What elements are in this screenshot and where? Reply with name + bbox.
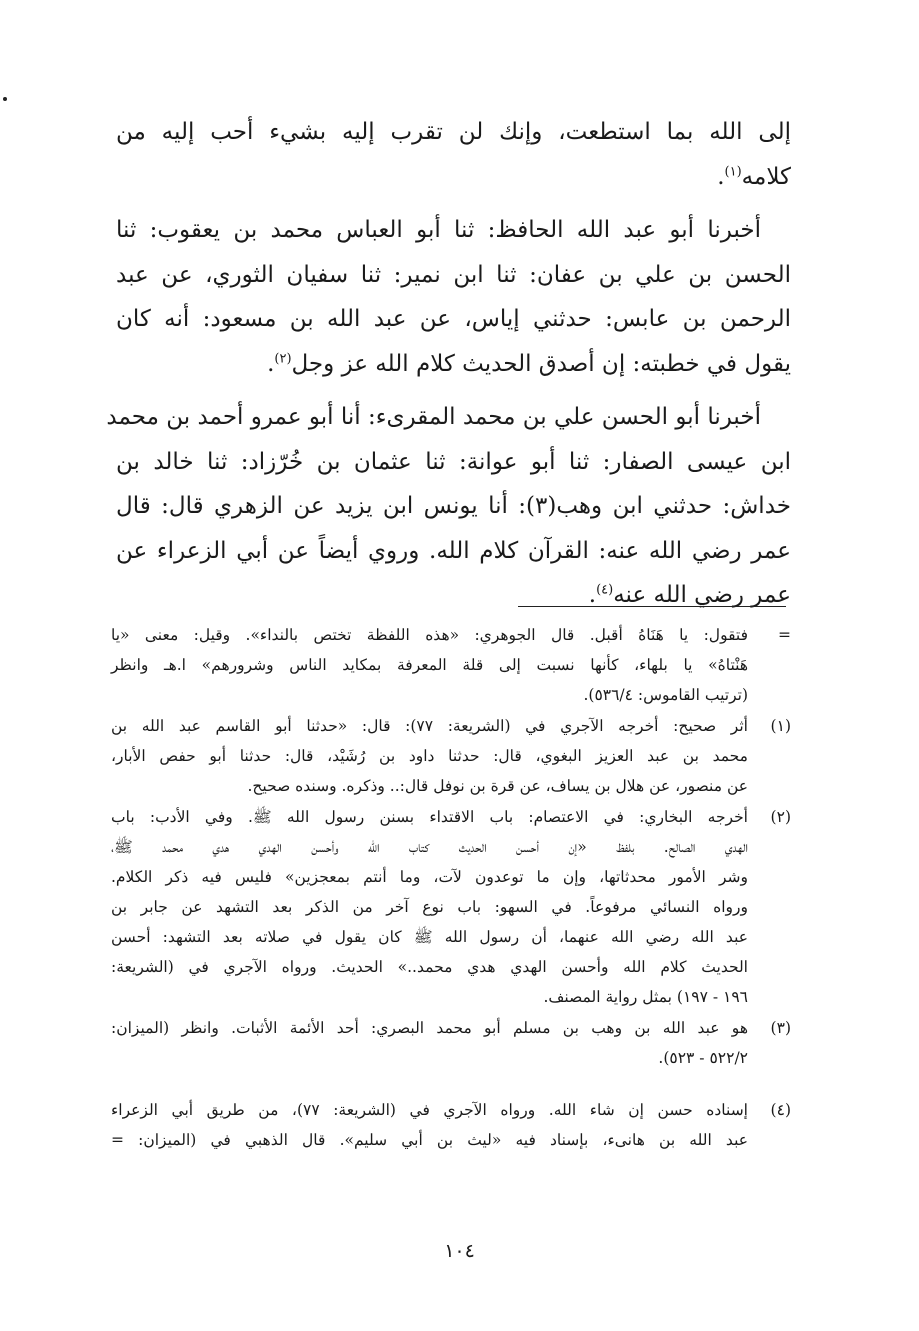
scan-dot bbox=[3, 97, 7, 101]
footnote-2 bbox=[111, 802, 791, 1012]
text-line: خداش: حدثني ابن وهب(٣): أنا يونس ابن يزيد عن الزهري قال: قال bbox=[116, 493, 791, 519]
footnote-number: (٣) bbox=[770, 1019, 791, 1037]
text-line: الحسن بن علي بن عفان: ثنا ابن نمير: ثنا سفيان الثوري، عن عبد bbox=[116, 261, 791, 288]
footnote-line: الهدي الصالح. بلفظ «إن أحسن الحديث كتاب الله وأحسن الهدي هدي محمد ﷺ، bbox=[111, 838, 748, 856]
text-fragment: . bbox=[267, 350, 275, 377]
text-line: إلى الله بما استطعت، وإنك لن تقرب إليه بشيء أحب إليه من bbox=[116, 119, 791, 145]
text-line: الرحمن بن عابس: حدثني إياس، عن عبد الله بن مسعود: أنه كان bbox=[116, 306, 791, 332]
footnote-separator bbox=[518, 606, 786, 607]
footnotes bbox=[111, 620, 791, 1155]
footnote-line: هَنْتاهُ» يا بلهاء، كأنها نسبت إلى قلة المعرفة بمكايد الناس وشرورهم» ا.هـ وانظر bbox=[111, 656, 748, 674]
footnote-line: هو عبد الله بن وهب بن مسلم أبو محمد البصري: أحد الأئمة الأثبات. وانظر (الميزان: bbox=[111, 1019, 748, 1037]
paragraph-1 bbox=[116, 110, 791, 199]
footnote-number: (١) bbox=[770, 717, 791, 735]
footnote-line: محمد بن عبد العزيز البغوي، قال: حدثنا داود بن رُشَيْد، قال: حدثنا أبو حفص الأبار، bbox=[111, 747, 748, 765]
footnote-ref-2[interactable]: (٢) bbox=[274, 350, 292, 366]
page-number: ١٠٤ bbox=[444, 1240, 475, 1262]
text-fragment: كلامه bbox=[741, 163, 791, 190]
text-line bbox=[116, 155, 791, 200]
footnote-line: ١٩٦ - ١٩٧) بمثل رواية المصنف. bbox=[543, 988, 748, 1006]
text-line: أخبرنا أبو الحسن علي بن محمد المقرىء: أنا أبو عمرو أحمد بن محمد bbox=[106, 404, 761, 430]
footnote-line: (ترتيب القاموس: ٥٣٦/٤). bbox=[583, 686, 748, 704]
text-line: أخبرنا أبو عبد الله الحافظ: ثنا أبو العباس محمد بن يعقوب: ثنا bbox=[116, 217, 761, 243]
footnote-line: وشر الأمور محدثاتها، وإن ما توعدون لآت، وما أنتم بمعجزين» فليس فيه ذكر الكلام. bbox=[111, 868, 748, 886]
footnote-3 bbox=[111, 1013, 791, 1073]
footnote-ref-4[interactable]: (٤) bbox=[596, 582, 614, 598]
footnote-continuation bbox=[111, 620, 791, 710]
footnote-line: ورواه النسائي مرفوعاً. في السهو: باب نوع آخر من الذكر بعد التشهد عن جابر بن bbox=[111, 898, 748, 916]
text-fragment: . bbox=[717, 163, 725, 190]
footnote-line: الحديث كلام الله وأحسن الهدي هدي محمد..» الحديث. ورواه الآجري في (الشريعة: bbox=[111, 958, 748, 976]
paragraph-2 bbox=[116, 208, 791, 386]
footnote-number: (٤) bbox=[770, 1101, 791, 1119]
footnote-line: أثر صحيح: أخرجه الآجري في (الشريعة: ٧٧): قال: «حدثنا أبو القاسم عبد الله بن bbox=[111, 717, 748, 735]
text-fragment: . bbox=[588, 582, 597, 608]
footnote-line: أخرجه البخاري: في الاعتصام: باب الاقتداء بسنن رسول الله ﷺ. وفي الأدب: باب bbox=[111, 808, 748, 826]
footnote-line: فتقول: يا هَنَاهُ أقبل. قال الجوهري: «هذه اللفظة تختص بالنداء». وقيل: معنى «يا bbox=[111, 626, 748, 644]
footnote-line: عن منصور، عن هلال بن يساف، عن قرة بن نوفل قال:.. وذكره. وسنده صحيح. bbox=[247, 777, 748, 795]
footnote-marker: = bbox=[778, 626, 791, 644]
footnote-line: عبد الله رضي الله عنهما، أن رسول الله ﷺ كان يقول في صلاته بعد التشهد: أحسن bbox=[111, 928, 748, 946]
footnote-number: (٢) bbox=[770, 808, 791, 826]
footnote-line: إسناده حسن إن شاء الله. ورواه الآجري في (الشريعة: ٧٧)، من طريق أبي الزعراء bbox=[111, 1101, 748, 1119]
text-line: ابن عيسى الصفار: ثنا أبو عوانة: ثنا عثمان بن خُرّزاد: ثنا خالد بن bbox=[116, 448, 791, 475]
footnote-4 bbox=[111, 1095, 791, 1155]
text-line bbox=[116, 573, 791, 618]
footnote-line: ٥٢٢/٢ - ٥٢٣). bbox=[658, 1049, 748, 1067]
text-line bbox=[116, 342, 791, 387]
text-line: عمر رضي الله عنه: القرآن كلام الله. وروي أيضاً عن أبي الزعراء عن bbox=[116, 537, 791, 564]
text-fragment: عمر رضي الله عنه bbox=[613, 582, 791, 608]
paragraph-3 bbox=[106, 395, 791, 618]
footnote-1 bbox=[111, 711, 791, 801]
footnote-ref-1[interactable]: (١) bbox=[724, 163, 742, 179]
footnote-line: عبد الله بن هانىء، بإسناد فيه «ليث بن أبي سليم». قال الذهبي في (الميزان: = bbox=[111, 1131, 748, 1149]
main-text bbox=[106, 110, 791, 618]
text-fragment: يقول في خطبته: إن أصدق الحديث كلام الله عز وجل bbox=[291, 350, 791, 377]
